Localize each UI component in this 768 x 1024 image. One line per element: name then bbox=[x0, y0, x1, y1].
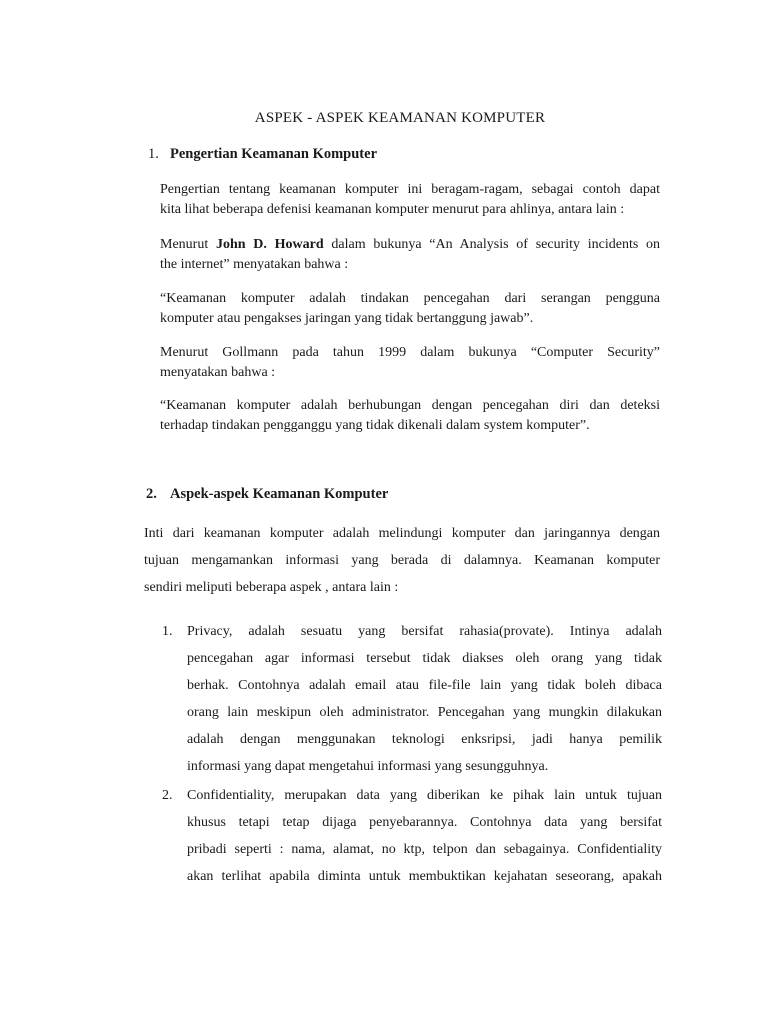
section2-intro bbox=[144, 520, 660, 601]
para2-rest: dalam bukunya “An Analysis of security incidents on bbox=[331, 237, 661, 252]
list-item bbox=[162, 782, 662, 890]
section1-quote-2 bbox=[160, 396, 660, 436]
list-line: berhak. Contohnya adalah email atau file-file lain yang tidak boleh dibaca bbox=[187, 678, 662, 693]
list-item bbox=[162, 618, 662, 780]
list-item-number: 2. bbox=[162, 788, 173, 803]
aspect-list bbox=[162, 618, 662, 892]
paragraph-line: sendiri meliputi beberapa aspek , antara lain : bbox=[144, 580, 399, 595]
section1-heading bbox=[148, 146, 377, 163]
paragraph-line: terhadap tindakan pengganggu yang tidak dikenali dalam system komputer”. bbox=[160, 418, 590, 433]
paragraph-line: “Keamanan komputer adalah tindakan pencegahan dari serangan pengguna bbox=[160, 291, 660, 306]
paragraph-line: Inti dari keamanan komputer adalah melindungi komputer dan jaringannya dengan bbox=[144, 526, 660, 541]
section1-number: 1. bbox=[148, 146, 159, 162]
paragraph-line bbox=[160, 235, 660, 255]
section2-heading bbox=[146, 486, 388, 503]
paragraph-line: Pengertian tentang keamanan komputer ini beragam-ragam, sebagai contoh dapat bbox=[160, 182, 660, 197]
list-line: khusus tetapi tetap dijaga penyebarannya. Contohnya data yang bersifat bbox=[187, 815, 662, 830]
list-line: informasi yang dapat mengetahui informasi yang sesungguhnya. bbox=[187, 759, 549, 774]
list-line: Privacy, adalah sesuatu yang bersifat rahasia(provate). Intinya adalah bbox=[187, 624, 662, 639]
paragraph-line: the internet” menyatakan bahwa : bbox=[160, 257, 349, 272]
section1-paragraph-4 bbox=[160, 343, 660, 383]
section1-heading-text: Pengertian Keamanan Komputer bbox=[170, 146, 378, 162]
section1-paragraph-2 bbox=[160, 235, 660, 275]
section2-heading-text: Aspek-aspek Keamanan Komputer bbox=[170, 486, 389, 502]
list-line: adalah dengan menggunakan teknologi enksripsi, jadi hanya pemilik bbox=[187, 732, 662, 747]
document-title: ASPEK - ASPEK KEAMANAN KOMPUTER bbox=[254, 110, 546, 126]
paragraph-line: menyatakan bahwa : bbox=[160, 365, 276, 380]
author-name: John D. Howard bbox=[215, 237, 324, 252]
list-line: orang lain meskipun oleh administrator. Pencegahan yang mungkin dilakukan bbox=[187, 705, 662, 720]
paragraph-line: komputer atau pengakses jaringan yang tidak bertanggung jawab”. bbox=[160, 311, 534, 326]
list-line: Confidentiality, merupakan data yang diberikan ke pihak lain untuk tujuan bbox=[187, 788, 662, 803]
list-line: pribadi seperti : nama, alamat, no ktp, telpon dan sebagainya. Confidentiality bbox=[187, 842, 662, 857]
section1-quote-1 bbox=[160, 289, 660, 329]
paragraph-line: tujuan mengamankan informasi yang berada di dalamnya. Keamanan komputer bbox=[144, 553, 660, 568]
list-line: akan terlihat apabila diminta untuk membuktikan kejahatan seseorang, apakah bbox=[187, 869, 662, 884]
paragraph-line: Menurut Gollmann pada tahun 1999 dalam bukunya “Computer Security” bbox=[160, 345, 660, 360]
section2-number: 2. bbox=[146, 486, 157, 502]
section1-paragraph-1 bbox=[160, 180, 660, 220]
list-line: pencegahan agar informasi tersebut tidak diakses oleh orang yang tidak bbox=[187, 651, 662, 666]
list-item-number: 1. bbox=[162, 624, 173, 639]
paragraph-line: kita lihat beberapa defenisi keamanan komputer menurut para ahlinya, antara lain : bbox=[160, 202, 625, 217]
paragraph-line: “Keamanan komputer adalah berhubungan dengan pencegahan diri dan deteksi bbox=[160, 398, 660, 413]
para2-prefix: Menurut bbox=[160, 237, 209, 252]
